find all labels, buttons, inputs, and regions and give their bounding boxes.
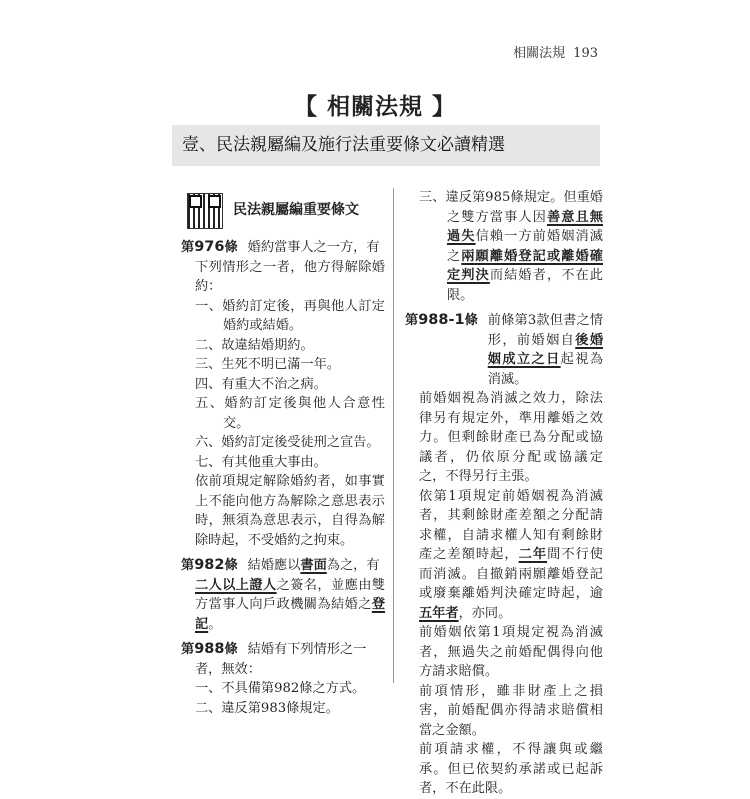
page-number: 193 — [573, 46, 598, 61]
list-item: 二、故違結婚期約。 — [195, 337, 314, 353]
list-item: 三、生死不明已滿一年。 — [195, 357, 341, 372]
article-text: 結婚應以書面為之，有 — [247, 558, 380, 573]
article-paragraph: 前項請求權，不得讓與或繼承。但已依契約承諾或已起訴者，不在此限。 — [419, 742, 603, 796]
chapter-title: 相關法規 — [513, 46, 566, 61]
article-976 — [181, 238, 385, 550]
article-paragraph: 前婚姻視為消滅之效力，除法律另有規定外，準用離婚之效力。但剩餘財產已為分配或協議者，仍依原分配或協議定之，不得另行主張。 — [419, 391, 603, 484]
list-item: 六、婚約訂定後受徒刑之宣告。 — [195, 435, 380, 450]
list-item: 二、違反第983條規定。 — [195, 700, 339, 716]
article-text: 前條第3款但書之情形，前婚姻自後婚姻成立之日起視為消滅。 — [487, 313, 604, 387]
article-988-1 — [405, 311, 603, 799]
article-number: 第976條 — [181, 239, 238, 255]
left-column — [181, 190, 385, 718]
article-paragraph: 依第1項規定前婚姻視為消滅者，其剩餘財產差額之分配請求權，自請求權人知有剩餘財產之差額時起，二年間不行使而消滅。自撤銷兩願離婚登記或廢棄離婚判決確定時起，逾五年者，亦同。 — [419, 488, 603, 621]
list-item: 一、不具備第982條之方式。 — [195, 681, 366, 696]
article-paragraph: 前婚姻依第1項規定視為消滅者，無過失之前婚配偶得向他方請求賠償。 — [419, 625, 603, 679]
list-item: 七、有其他重大事由。 — [195, 454, 327, 470]
article-paragraph: 前項情形，雖非財產上之損害，前婚配偶亦得請求賠償相當之金額。 — [419, 683, 603, 738]
list-item: 一、婚約訂定後，再與他人訂定婚約或結婚。 — [195, 298, 385, 333]
right-column — [405, 188, 603, 799]
article-number: 第988-1條 — [405, 312, 478, 328]
article-text: 下列情形之一者，他方得解除婚約： — [195, 259, 385, 294]
article-988 — [181, 640, 385, 718]
section-title: 壹、民法親屬編及施行法重要條文必讀精選 — [172, 125, 600, 166]
article-number: 第982條 — [181, 557, 238, 573]
article-text: 婚約當事人之一方，有 — [247, 240, 380, 255]
main-title: 【 相關法規 】 — [293, 94, 456, 120]
article-982 — [181, 556, 385, 634]
running-header — [513, 42, 598, 61]
qr-label: 民法親屬編重要條文 — [233, 202, 359, 219]
article-number: 第988條 — [181, 641, 238, 657]
article-text: 者，無效： — [195, 661, 261, 677]
column-divider — [393, 188, 394, 683]
article-text: 結婚有下列情形之一 — [247, 642, 367, 657]
article-paragraph: 依前項規定解除婚約者，如事實上不能向他方為解除之意思表示時，無須為意思表示，自得為解除時起，不受婚約之拘束。 — [195, 474, 385, 548]
qr-block — [181, 190, 385, 232]
list-item: 四、有重大不治之病。 — [195, 376, 327, 392]
qr-code-icon[interactable] — [187, 193, 223, 229]
list-item: 五、婚約訂定後與他人合意性交。 — [195, 396, 385, 431]
article-text: 二人以上證人之簽名，並應由雙方當事人向戶政機關為結婚之登記。 — [195, 577, 386, 632]
list-item: 三、違反第985條規定。但重婚之雙方當事人因善意且無過失信賴一方前婚姻消滅之兩願離婚登記或離婚確定判決而結婚者，不在此限。 — [419, 190, 603, 303]
